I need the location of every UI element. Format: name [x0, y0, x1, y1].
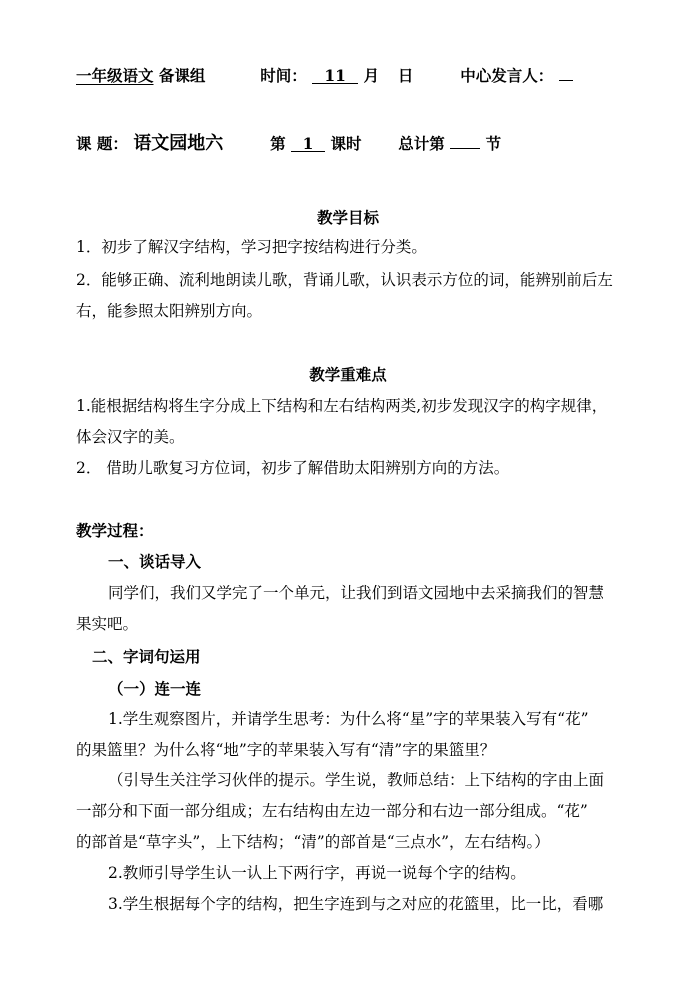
goals-line: 2．能够正确、流利地朗读儿歌，背诵儿歌，认识表示方位的词，能辨别前后左: [76, 271, 613, 289]
topic-title: 语文园地六: [133, 133, 224, 154]
speaker-label: 中心发言人：: [460, 66, 554, 85]
process-heading: 教学过程：: [76, 521, 154, 540]
time-label: 时间：: [260, 66, 307, 85]
sub1-line: 2.教师引导学生认一认上下两行字，再说一说每个字的结构。: [108, 864, 526, 882]
key-points-line: 体会汉字的美。: [76, 428, 185, 446]
section1-line: 同学们，我们又学完了一个单元，让我们到语文园地中去采摘我们的智慧: [108, 584, 605, 602]
section2-title: 二、字词句运用: [92, 647, 201, 666]
total-blank: [450, 130, 480, 149]
month-label: 月: [363, 66, 380, 85]
period-value: 1: [302, 134, 314, 153]
month-value: 11: [324, 66, 346, 85]
sub1-title: （一）连一连: [108, 679, 202, 698]
sub1-line: 的果篮里？为什么将“地”字的苹果装入写有“清”字的果篮里？: [76, 741, 496, 759]
period-field: [291, 133, 325, 152]
key-points-heading: 教学重难点: [309, 365, 387, 384]
lesson-line: [76, 130, 501, 155]
total-suffix: 节: [485, 134, 502, 153]
sub1-line: （引导生关注学习伙伴的提示。学生说，教师总结：上下结构的字由上面: [108, 771, 605, 789]
goals-heading: 教学目标: [316, 208, 379, 227]
sub1-line: 1.学生观察图片，并请学生思考：为什么将“星”字的苹果装入写有“花”: [108, 710, 589, 728]
section1-line: 果实吧。: [76, 615, 139, 633]
key-points-line: 2． 借助儿歌复习方位词，初步了解借助太阳辨别方向的方法。: [76, 459, 510, 477]
sub1-line: 3.学生根据每个字的结构，把生字连到与之对应的花篮里，比一比，看哪: [108, 895, 604, 913]
speaker-blank: [559, 62, 573, 81]
goals-line: 1．初步了解汉字结构，学习把字按结构进行分类。: [76, 238, 427, 256]
key-points-line: 1.能根据结构将生字分成上下结构和左右结构两类,初步发现汉字的构字规律，: [76, 397, 608, 415]
period-suffix: 课时: [330, 134, 362, 153]
group-suffix: 备课组: [158, 66, 206, 85]
month-value-field: [312, 65, 358, 84]
grade-group: 一年级语文: [76, 66, 154, 85]
section1-title: 一、谈话导入: [108, 552, 202, 571]
period-prefix: 第: [270, 134, 286, 153]
goals-line: 右，能参照太阳辨别方向。: [76, 302, 263, 320]
day-label: 日: [397, 66, 414, 85]
sub1-line: 一部分和下面一部分组成；左右结构由左边一部分和右边一部分组成。“花”: [76, 802, 588, 820]
total-prefix: 总计第: [398, 134, 445, 153]
header-line: [76, 62, 573, 87]
sub1-line: 的部首是“草字头”，上下结构；“清”的部首是“三点水”，左右结构。）: [76, 833, 550, 851]
topic-label: 课 题：: [76, 134, 128, 153]
